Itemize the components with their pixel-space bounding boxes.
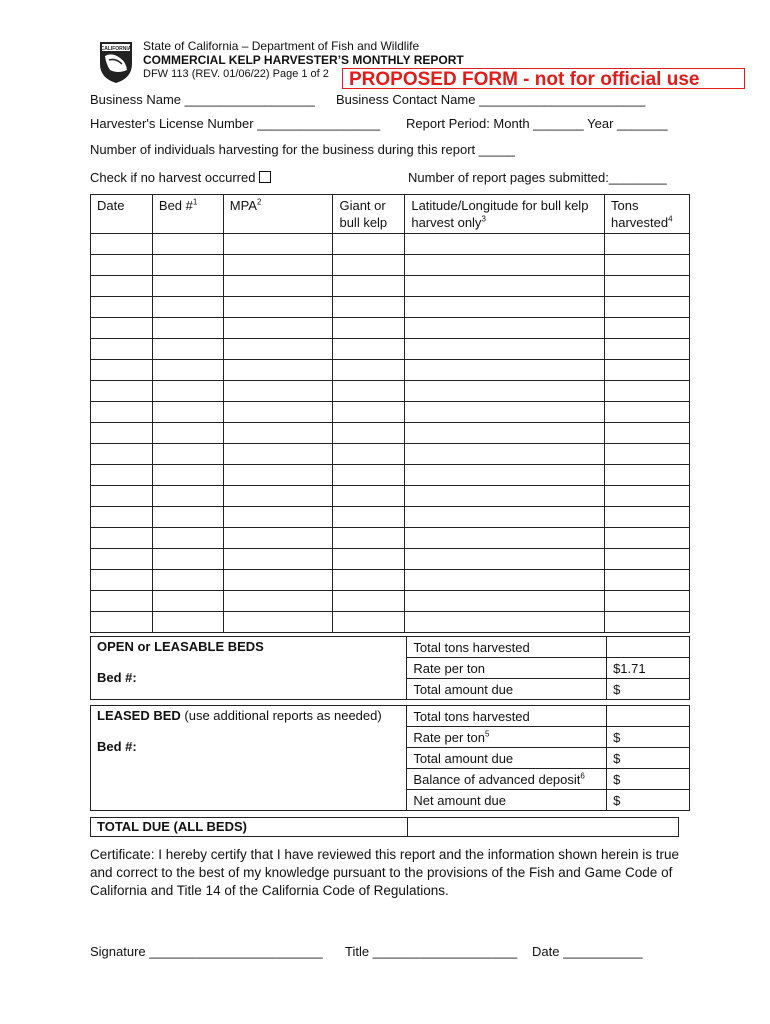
table-cell[interactable] <box>605 360 690 381</box>
business-name-field[interactable]: Business Name __________________ <box>90 92 315 107</box>
table-cell[interactable] <box>405 549 605 570</box>
license-number-field[interactable]: Harvester's License Number _________________ <box>90 116 381 131</box>
table-cell[interactable] <box>152 612 223 633</box>
table-row <box>91 423 690 444</box>
table-cell[interactable] <box>223 591 333 612</box>
table-cell[interactable] <box>605 465 690 486</box>
table-cell[interactable] <box>605 339 690 360</box>
col-kelp-type-header: Giant or bull kelp <box>333 195 405 234</box>
table-cell[interactable] <box>223 381 333 402</box>
total-due-label: TOTAL DUE (ALL BEDS) <box>91 818 408 836</box>
cdfw-logo-icon <box>96 40 136 84</box>
open-bed-number-field[interactable]: Bed #: <box>97 670 137 685</box>
table-cell[interactable] <box>333 297 405 318</box>
table-cell[interactable] <box>91 318 153 339</box>
open-rate-label: Rate per ton <box>407 658 607 679</box>
col-latlong-header: Latitude/Longitude for bull kelp harvest only$^3$ <box>405 195 605 234</box>
leased-deposit-value[interactable]: $ <box>607 769 690 790</box>
table-cell[interactable] <box>333 360 405 381</box>
table-cell[interactable] <box>223 234 333 255</box>
table-cell[interactable] <box>333 234 405 255</box>
table-cell[interactable] <box>605 486 690 507</box>
col-bed-header: Bed #$^1$ <box>152 195 223 234</box>
leased-total-tons-value[interactable] <box>607 706 690 727</box>
leased-rate-label: Rate per ton$^5$ <box>407 727 607 748</box>
table-cell[interactable] <box>405 402 605 423</box>
table-cell[interactable] <box>605 276 690 297</box>
leased-bed-cell <box>91 706 407 811</box>
table-cell[interactable] <box>223 423 333 444</box>
table-cell[interactable] <box>223 486 333 507</box>
table-row <box>91 255 690 276</box>
certificate-text: Certificate: I hereby certify that I have reviewed this report and the information shown herein is true and correct to the best of my knowledge pursuant to the provisions of the Fish and Game Code of California and Title 14 of the California Code of Regulations. <box>90 847 680 898</box>
table-cell[interactable] <box>223 528 333 549</box>
table-cell[interactable] <box>605 570 690 591</box>
table-cell[interactable] <box>333 276 405 297</box>
table-cell[interactable] <box>91 486 153 507</box>
open-beds-table <box>90 636 690 700</box>
table-row <box>91 381 690 402</box>
table-cell[interactable] <box>91 402 153 423</box>
table-cell[interactable] <box>605 423 690 444</box>
table-row <box>91 570 690 591</box>
leased-bed-table <box>90 705 690 811</box>
table-row <box>91 234 690 255</box>
table-cell[interactable] <box>152 591 223 612</box>
table-cell[interactable] <box>91 255 153 276</box>
agency-name: State of California – Department of Fish and Wildlife <box>143 39 420 53</box>
table-cell[interactable] <box>152 276 223 297</box>
open-amount-due-label: Total amount due <box>407 679 607 700</box>
table-header-row <box>91 195 690 234</box>
leased-deposit-label: Balance of advanced deposit$^6$ <box>407 769 607 790</box>
no-harvest-row <box>90 170 271 185</box>
table-cell[interactable] <box>152 402 223 423</box>
table-cell[interactable] <box>152 549 223 570</box>
table-cell[interactable] <box>223 402 333 423</box>
table-cell[interactable] <box>605 402 690 423</box>
col-tons-header: Tons harvested$^4$ <box>605 195 690 234</box>
table-cell[interactable] <box>405 339 605 360</box>
table-cell[interactable] <box>405 234 605 255</box>
table-cell[interactable] <box>152 381 223 402</box>
table-row <box>91 276 690 297</box>
table-cell[interactable] <box>152 465 223 486</box>
table-cell[interactable] <box>152 297 223 318</box>
table-cell[interactable] <box>405 276 605 297</box>
table-row <box>91 318 690 339</box>
table-cell[interactable] <box>223 339 333 360</box>
open-total-tons-label: Total tons harvested <box>407 637 607 658</box>
table-cell[interactable] <box>333 402 405 423</box>
leased-net-due-value[interactable]: $ <box>607 790 690 811</box>
table-row <box>91 444 690 465</box>
table-row <box>91 507 690 528</box>
table-cell[interactable] <box>91 591 153 612</box>
table-cell[interactable] <box>152 255 223 276</box>
form-title: COMMERCIAL KELP HARVESTER’S MONTHLY REPORT <box>143 53 464 67</box>
table-cell[interactable] <box>152 570 223 591</box>
table-cell[interactable] <box>405 612 605 633</box>
table-cell[interactable] <box>405 486 605 507</box>
report-period-field[interactable]: Report Period: Month _______ Year _______ <box>406 116 668 131</box>
table-row <box>91 549 690 570</box>
table-row <box>91 297 690 318</box>
table-cell[interactable] <box>605 444 690 465</box>
table-cell[interactable] <box>405 507 605 528</box>
logo-text: CALIFORNIA <box>100 46 132 52</box>
table-cell[interactable] <box>91 339 153 360</box>
table-cell[interactable] <box>405 297 605 318</box>
table-cell[interactable] <box>333 318 405 339</box>
table-cell[interactable] <box>91 297 153 318</box>
table-cell[interactable] <box>405 381 605 402</box>
leased-net-due-label: Net amount due <box>407 790 607 811</box>
table-row <box>91 402 690 423</box>
table-cell[interactable] <box>223 318 333 339</box>
table-cell[interactable] <box>152 507 223 528</box>
table-cell[interactable] <box>333 591 405 612</box>
table-row <box>91 465 690 486</box>
col-mpa-header: MPA$^2$ <box>223 195 333 234</box>
proposed-form-banner: PROPOSED FORM - not for official use <box>342 68 745 89</box>
leased-bed-label: LEASED BED <box>97 708 181 723</box>
table-cell[interactable] <box>91 549 153 570</box>
open-amount-due-value[interactable]: $ <box>607 679 690 700</box>
table-cell[interactable] <box>223 570 333 591</box>
table-cell[interactable] <box>91 465 153 486</box>
table-cell[interactable] <box>223 297 333 318</box>
table-cell[interactable] <box>333 339 405 360</box>
table-cell[interactable] <box>223 465 333 486</box>
table-cell[interactable] <box>152 528 223 549</box>
total-due-input[interactable] <box>408 818 678 836</box>
table-cell[interactable] <box>605 381 690 402</box>
table-cell[interactable] <box>405 465 605 486</box>
table-cell[interactable] <box>91 444 153 465</box>
table-row <box>91 528 690 549</box>
open-beds-label: OPEN or LEASABLE BEDS <box>97 639 264 654</box>
table-cell[interactable] <box>333 549 405 570</box>
table-cell[interactable] <box>333 255 405 276</box>
table-cell[interactable] <box>152 318 223 339</box>
open-beds-cell <box>91 637 407 700</box>
table-row <box>91 360 690 381</box>
table-cell[interactable] <box>333 612 405 633</box>
open-total-tons-value[interactable] <box>607 637 690 658</box>
table-cell[interactable] <box>333 570 405 591</box>
table-cell[interactable] <box>605 591 690 612</box>
table-cell[interactable] <box>91 612 153 633</box>
table-cell[interactable] <box>405 528 605 549</box>
leased-rate-value[interactable]: $ <box>607 727 690 748</box>
table-cell[interactable] <box>223 549 333 570</box>
table-cell[interactable] <box>405 570 605 591</box>
table-cell[interactable] <box>333 381 405 402</box>
leased-amount-due-label: Total amount due <box>407 748 607 769</box>
leased-total-tons-label: Total tons harvested <box>407 706 607 727</box>
date-field[interactable]: Date ___________ <box>532 944 643 959</box>
table-cell[interactable] <box>223 612 333 633</box>
table-row <box>91 612 690 633</box>
table-cell[interactable] <box>91 276 153 297</box>
table-cell[interactable] <box>91 570 153 591</box>
no-harvest-label: Check if no harvest occurred <box>90 170 256 185</box>
leased-bed-number-field[interactable]: Bed #: <box>97 739 137 754</box>
total-due-row <box>90 817 679 837</box>
harvest-log-table <box>90 194 690 633</box>
table-cell[interactable] <box>405 591 605 612</box>
leased-bed-note: (use additional reports as needed) <box>180 708 382 723</box>
table-cell[interactable] <box>152 423 223 444</box>
table-cell[interactable] <box>152 339 223 360</box>
form-id: DFW 113 (REV. 01/06/22) Page 1 of 2 <box>143 68 329 80</box>
table-cell[interactable] <box>223 360 333 381</box>
table-cell[interactable] <box>333 423 405 444</box>
table-cell[interactable] <box>605 549 690 570</box>
table-cell[interactable] <box>91 234 153 255</box>
table-cell[interactable] <box>223 507 333 528</box>
table-cell[interactable] <box>405 444 605 465</box>
table-cell[interactable] <box>405 318 605 339</box>
individuals-field[interactable]: Number of individuals harvesting for the business during this report _____ <box>90 142 515 157</box>
table-cell[interactable] <box>605 318 690 339</box>
table-cell[interactable] <box>223 276 333 297</box>
table-cell[interactable] <box>333 486 405 507</box>
table-cell[interactable] <box>91 507 153 528</box>
table-cell[interactable] <box>91 528 153 549</box>
table-row <box>91 486 690 507</box>
title-field[interactable]: Title ____________________ <box>345 944 518 959</box>
no-harvest-checkbox[interactable] <box>259 171 271 183</box>
col-date-header: Date <box>91 195 153 234</box>
table-cell[interactable] <box>605 612 690 633</box>
table-cell[interactable] <box>223 444 333 465</box>
table-cell[interactable] <box>333 528 405 549</box>
table-cell[interactable] <box>152 360 223 381</box>
table-cell[interactable] <box>605 255 690 276</box>
table-cell[interactable] <box>605 234 690 255</box>
table-cell[interactable] <box>333 465 405 486</box>
open-rate-value: $1.71 <box>607 658 690 679</box>
table-cell[interactable] <box>405 360 605 381</box>
table-row <box>91 591 690 612</box>
pages-submitted-field[interactable]: Number of report pages submitted:________ <box>408 170 667 185</box>
leased-amount-due-value[interactable]: $ <box>607 748 690 769</box>
table-row <box>91 339 690 360</box>
signature-field[interactable]: Signature ________________________ <box>90 944 323 959</box>
table-cell[interactable] <box>605 297 690 318</box>
table-cell[interactable] <box>333 507 405 528</box>
table-cell[interactable] <box>152 486 223 507</box>
table-cell[interactable] <box>91 423 153 444</box>
table-cell[interactable] <box>605 507 690 528</box>
table-cell[interactable] <box>91 381 153 402</box>
table-cell[interactable] <box>152 234 223 255</box>
table-cell[interactable] <box>223 255 333 276</box>
table-cell[interactable] <box>333 444 405 465</box>
table-cell[interactable] <box>152 444 223 465</box>
table-cell[interactable] <box>405 255 605 276</box>
business-contact-field[interactable]: Business Contact Name _______________________ <box>336 92 646 107</box>
table-cell[interactable] <box>605 528 690 549</box>
table-cell[interactable] <box>91 360 153 381</box>
table-cell[interactable] <box>405 423 605 444</box>
